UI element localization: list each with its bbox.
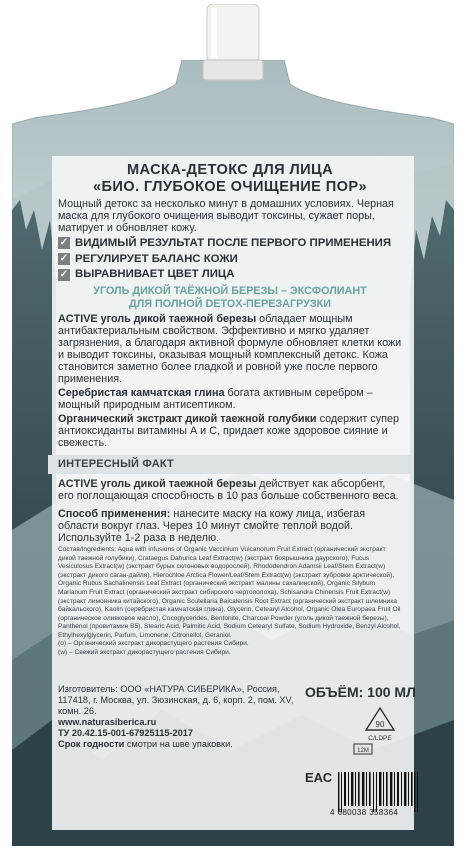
paragraph-bold: ACTIVE уголь дикой таежной березы (58, 312, 257, 325)
svg-text:90: 90 (375, 720, 385, 729)
check-icon: ✓ (59, 237, 69, 249)
paragraph-bold: Органический экстракт дикой таежной голубики (58, 413, 317, 426)
shelf-label: Срок годности (58, 739, 125, 750)
paragraph-rest: обладает мощным антибактериальным свойством. Эффективно и мягко удаляет загрязнения, а благодаря активной формуле обновляет клетки кожи и выводит токсины, оказывая мощный комплексный детокс. Кожа становится заметно более гладкой и ровной уже после первого применения. (58, 312, 402, 385)
recycle-icon (350, 704, 410, 756)
product-title (58, 162, 402, 196)
paragraph-bold: Серебристая камчатская глина (58, 387, 225, 400)
highlight-line-1: УГОЛЬ ДИКОЙ ТАЁЖНОЙ БЕРЕЗЫ – ЭКСФОЛИАНТ (93, 285, 367, 298)
benefit-2 (58, 253, 402, 266)
check-icon: ✓ (59, 268, 69, 280)
packaging-icons (350, 704, 410, 761)
ingredients: Состав/Ingredients: Aqua with infusions of Organic Vaccinium Vulcanorum Fruit Extract (органический экстракт дикой таежной голубики), Crataegus Dahurica Leaf Extract(w) (экстракт боярышника даурского), Fucus Vesiculosus Extract(w) (экстракт бурых склоновых водорослей), Rhododendron Adamsii Leaf/Stem Extract(w) (экстракт дикого саган-дайля), Hierochloe Arctica Flower/Leaf/Stem Extract(w) (экстракт зубровки арктической), Organic Rubus Sachalinensis Leaf Extract (органический экстракт малины сахалинской), Organic Silybum Marianum Fruit Extract (органический экстракт сибирского чертополоха), Schisandra Chinensis Fruit Extract(w) (экстракт лимонника китайского), Organic Scutellaria Baicalensis Root Extract (органический экстракт шлемника байкальского), Kaolin (серебристая камчатская глина), Glycerin, Cetearyl Alcohol, Organic Olea Europaea Fruit Oil (органическое оливковое масло), Cocoglycerides, Bentonite, Charcoal Powder (уголь дикой таежной березы), Panthenol (провитамин B5), Stearic Acid, Palmitic Acid, Sodium Cetearyl Sulfate, Sodium Hydroxide, Benzyl Alcohol, Ethylhexylglycerin, Parfum, Limonene, Citronellol, Geraniol. (58, 546, 401, 639)
benefit-label: ВЫРАВНИВАЕТ ЦВЕТ ЛИЦА (75, 268, 235, 281)
fact-text (58, 478, 402, 502)
barcode-number: 4 680038 358364 (330, 808, 399, 817)
paragraph-blueberry (58, 413, 402, 449)
check-icon: ✓ (59, 252, 69, 264)
tu-code: ТУ 20.42.15-001-67925115-2017 (58, 728, 193, 739)
intro-text: Мощный детокс за несколько минут в домашних условиях. Черная маска для глубокого очищения выводит токсины, сужает поры, матирует и обновляет кожу. (58, 197, 394, 234)
manufacturer: Изготовитель: ООО «НАТУРА СИБЕРИКА», Россия, 117418, г. Москва, ул. Зюзинская, д. 6, корп. 2, пом. XV, комн. 26. (58, 684, 294, 717)
benefit-3 (58, 268, 402, 281)
highlight-line-2: ДЛЯ ПОЛНОЙ DETOX-ПЕРЕЗАГРУЗКИ (129, 297, 331, 310)
benefit-label: РЕГУЛИРУЕТ БАЛАНС КОЖИ (75, 252, 238, 265)
paragraph-rest: содержит супер антиоксиданты витамины А и С, придает коже здоровое сияние и свежесть. (58, 413, 400, 450)
recycle-code: C/LDPE (368, 735, 392, 742)
benefit-1 (58, 237, 402, 250)
highlight-text (58, 285, 402, 310)
label-text (58, 162, 402, 657)
benefit-label: ВИДИМЫЙ РЕЗУЛЬТАТ ПОСЛЕ ПЕРВОГО ПРИМЕНЕНИЯ (75, 236, 392, 249)
usage-body: нанесите маску на кожу лица, избегая области вокруг глаз. Через 10 минут смойте теплой водой. Используйте 1-2 раза в неделю. (58, 507, 366, 545)
title-line-2: «БИО. ГЛУБОКОЕ ОЧИЩЕНИЕ ПОР» (92, 178, 368, 195)
ingredients-note-2: (w) – Свежий экстракт дикорастущего растения Сибири. (58, 648, 231, 656)
usage-label: Способ применения: (58, 507, 171, 520)
paragraph-charcoal (58, 313, 402, 385)
pouch-cap (201, 4, 265, 84)
website: www.naturasiberica.ru (58, 717, 157, 728)
fact-bold: ACTIVE уголь дикой таежной березы (58, 477, 257, 490)
volume: ОБЪЁМ: 100 МЛ (305, 684, 416, 700)
fact-heading: ИНТЕРЕСНЫЙ ФАКТ (48, 455, 412, 473)
manufacturer-block (58, 684, 294, 750)
paragraph-rest: богата активным серебром – мощный природным антисептиком. (58, 387, 373, 412)
pao-label: 12M (357, 748, 369, 754)
usage-text (58, 508, 402, 544)
paragraph-clay (58, 387, 402, 411)
eac-mark: ЕАС (305, 770, 333, 785)
fact-rest: действует как абсорбент, его поглощающая способность в 10 раз больше собственного веса. (58, 477, 399, 502)
title-line-1: МАСКА-ДЕТОКС ДЛЯ ЛИЦА (126, 162, 334, 178)
ingredients-note-1: (o) – Органический экстракт дикорастущего растения Сибири. (58, 640, 249, 648)
shelf-text: смотри на шве упаковки. (124, 739, 233, 750)
